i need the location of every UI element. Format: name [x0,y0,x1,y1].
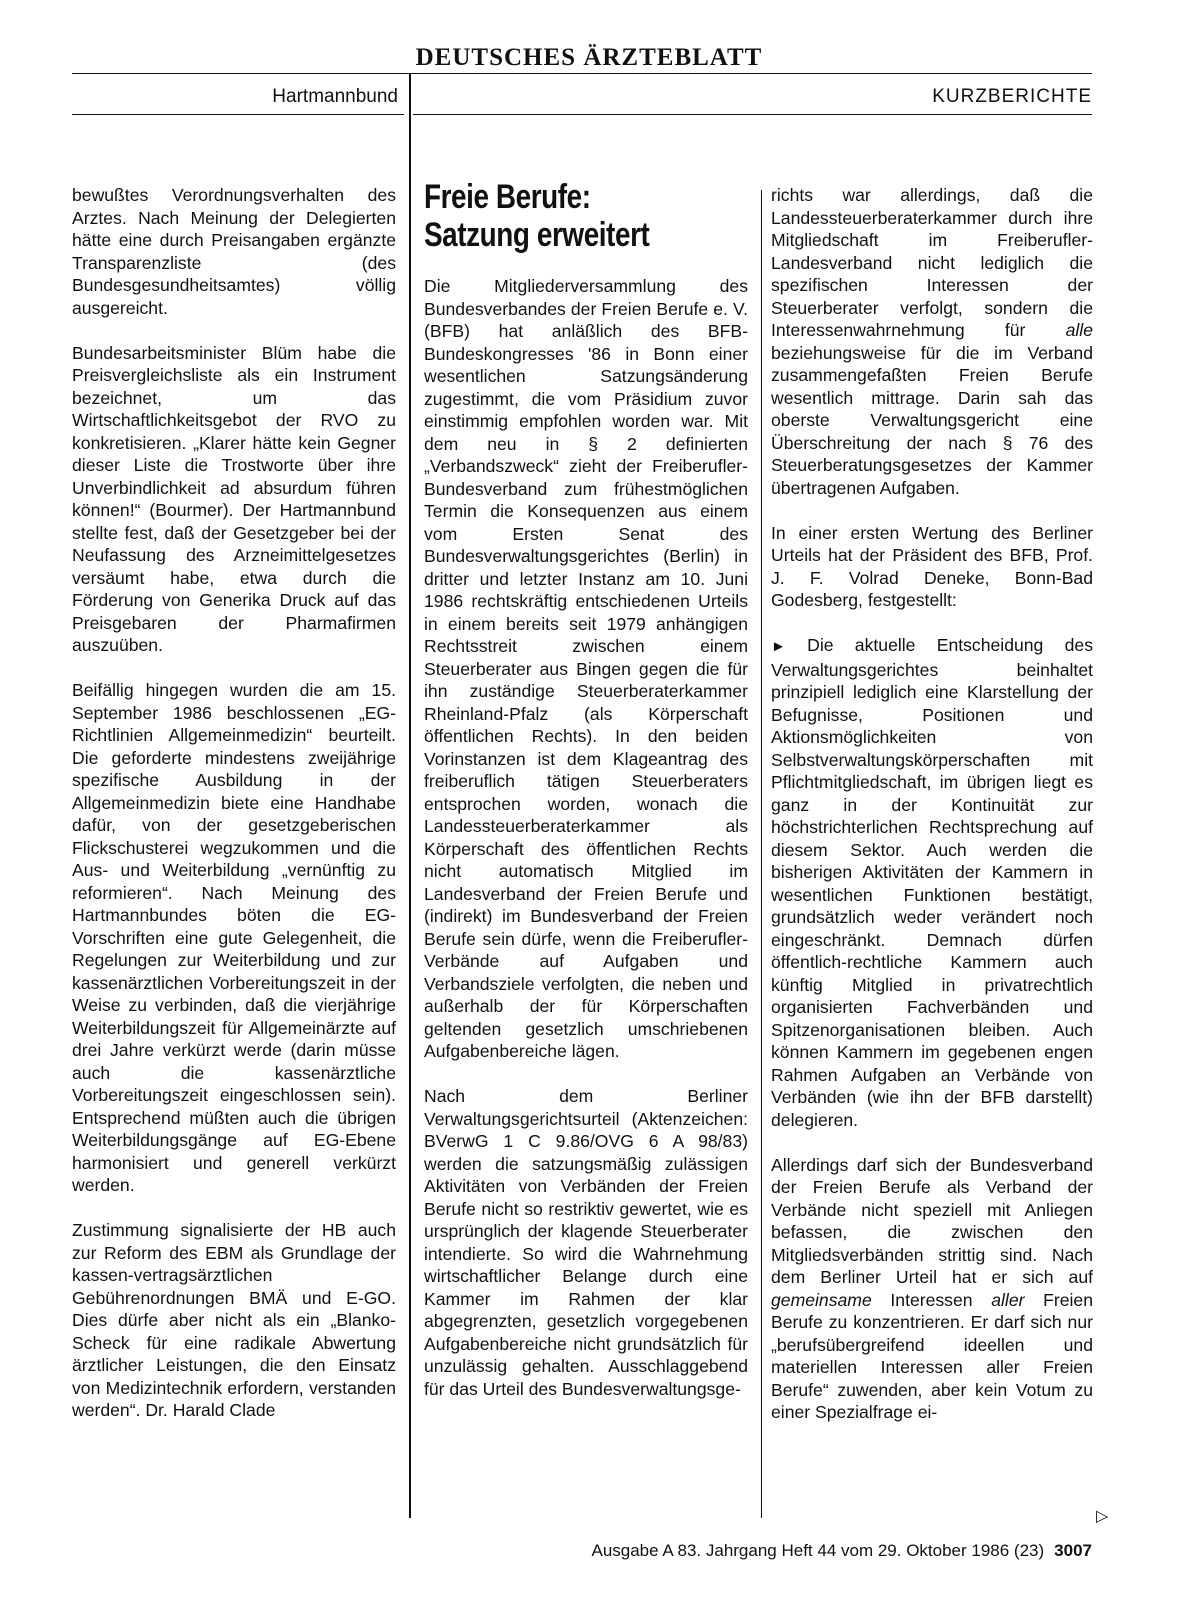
header-rule-right [413,114,1092,115]
text-run: Die aktuelle Entscheidung des Verwaltungsgerichtes beinhaltet prinzipiell lediglich eine Klarstellung der Befugnisse, Positionen und Aktionsmöglichkeiten von Selbstverwaltungskörperschaften mit Pflichtmitgliedschaft, im übrigen liegt es ganz in der Kontinuität zur höchstrichterlichen Rechtsprechung auf diesem Sektor. Auch werden die bisherigen Aktivitäten der Kammern in wesentlichen Funktionen bestätigt, grundsätzlich weder verändert noch eingeschränkt. Demnach dürfen öffentlich-rechtliche Kammern auch künftig Mitglied in privatrechtlich organisierten Fachverbänden und Spitzenorganisationen bleiben. Auch können Kammern im gegebenen engen Rahmen Aufgaben an Verbände von Verbänden (wie ihn der BFB darstellt) delegieren. [771,635,1093,1130]
text-run: Freien Berufe zu konzentrieren. Er darf sich nur „berufsübergreifend ideellen und materiellen Interessen aller Freien Berufe“ zuwenden, aber kein Votum zu einer Spezialfrage ei- [771,1289,1093,1422]
column-divider-thin [761,190,762,1518]
top-rule [72,73,1092,74]
page-number: 3007 [1054,1541,1092,1560]
left-paragraph-2: Bundesarbeitsminister Blüm habe die Preisvergleichsliste als ein Instrument bezeichnet, um das Wirtschaftlichkeitsgebot der RVO zu konkretisieren. „Klarer hätte kein Gegner dieser Liste die Trostworte über ihre Unverbindlichkeit ad absurdum führen können!“ (Bourmer). Der Hartmannbund stellte fest, daß der Gesetzgeber bei der Neufassung des Arzneimittelgesetzes versäumt habe, etwa durch die Förderung von Generika Druck auf das Preisgebaren der Pharmafirmen auszuüben. [72,342,396,655]
left-paragraph-3: Beifällig hingegen wurden die am 15. September 1986 beschlossenen „EG-Richtlinien Allgemeinmedizin“ beurteilt. Die geforderte mindestens zweijährige spezifische Ausbildung in der Allgemeinmedizin biete eine Handhabe dafür, von der gesetzgeberischen Flickschusterei wegzukommen und die Aus- und Weiterbildung „vernünftig zu reformieren“. Nach Meinung des Hartmannbundes böten die EG-Vorschriften eine gute Gelegenheit, die Regelungen zur Weiterbildung und zur kassenärztlichen Vorbereitungszeit in der Weise zu verbinden, daß die vierjährige Weiterbildungszeit für Allgemeinärzte auf drei Jahre verkürzt werde (darin müsse auch die kassenärztliche Vorbereitungszeit eingeschlossen sein). Entsprechend müßten auch die übrigen Weiterbildungsgänge auf EG-Ebene harmonisiert und generell verkürzt werden. [72,680,396,1195]
text-run: Allerdings darf sich der Bundesverband der Freien Berufe als Verband der Verbände nicht speziell mit Anliegen befassen, die zwischen den Mitgliedsverbänden strittig sind. Nach dem Berliner Urteil hat er sich auf [771,1154,1093,1287]
middle-paragraph-2: Nach dem Berliner Verwaltungsgerichtsurteil (Aktenzeichen: BVerwG 1 C 9.86/OVG 6 A 98/83) werden die satzungsmäßig zulässigen Aktivitäten von Verbänden der Freien Berufe nicht so restriktiv gewertet, wie es ursprünglich der klagende Steuerberater intendierte. So wird die Wahrnehmung wirtschaftlicher Belange durch eine Kammer im Rahmen der klar abgegrenzten, gesetzlich vorgegebenen Aufgabenbereiche nicht grundsätzlich für unzulässig gehalten. Ausschlaggebend für das Urteil des Bundesverwaltungsge- [424,1086,748,1399]
column-divider-bold [409,73,411,1518]
right-paragraph-2: In einer ersten Wertung des Berliner Urteils hat der Präsident des BFB, Prof. J. F. Volrad Deneke, Bonn-Bad Godesberg, festgestellt: [771,522,1093,610]
emphasis-alle: alle [1065,320,1093,340]
right-paragraph-1 [771,184,1093,499]
section-label-right: KURZBERICHTE [932,86,1092,107]
masthead-title: DEUTSCHES ÄRZTEBLATT [415,44,763,71]
left-article-column [72,184,396,1444]
left-paragraph-4: Zustimmung signalisierte der HB auch zur Reform des EBM als Grundlage der kassen-vertragsärztlichen Gebührenordnungen BMÄ und E-GO. Dies dürfe aber nicht als ein „Blanko-Scheck für eine radikale Abwertung ärztlicher Leistungen, die den Einsatz von Medizintechnik erfordern, verstanden werden“. Dr. Harald Clade [72,1220,396,1420]
headline-line-1: Freie Berufe: [424,178,591,216]
right-paragraph-3 [771,634,1093,1131]
header-rule-left [72,114,404,115]
text-run: richts war allerdings, daß die Landessteuerberaterkammer durch ihre Mitgliedschaft im Freiberufler-Landesverband nicht lediglich die spezifischen Interessen der Steuerberater verfolgt, sondern die Interessenwahrnehmung für [771,185,1093,340]
headline-line-2: Satzung erweitert [424,216,650,254]
right-article-column [771,184,1093,1446]
right-paragraph-4 [771,1154,1093,1424]
section-label-left: Hartmannbund [272,86,398,107]
emphasis-aller: aller [991,1289,1025,1310]
page-footer [400,1541,1092,1561]
middle-article-column [424,275,748,1423]
text-run: beziehungsweise für die im Verband zusammengefaßten Freien Berufe wesentlich mittrage. Darin sah das oberste Verwaltungsgericht eine Überschreitung der nach § 76 des Steuerberatungsgesetzes der Kammer übertragenen Aufgaben. [771,342,1093,498]
bullet-arrow-icon: ► [771,638,786,655]
edition-info: Ausgabe A 83. Jahrgang Heft 44 vom 29. Oktober 1986 (23) [591,1541,1045,1560]
middle-paragraph-1: Die Mitgliederversammlung des Bundesverbandes der Freien Berufe e. V. (BFB) hat anläßlich des BFB-Bundeskongresses '86 in Bonn einer wesentlichen Satzungsänderung zugestimmt, die vom Präsidium zuvor einstimmig empfohlen worden war. Mit dem neu in § 2 definierten „Verbandszweck“ zieht der Freiberufler-Bundesverband zum frühestmöglichen Termin die Konsequenzen aus einem vom Ersten Senat des Bundesverwaltungsgerichtes (Berlin) in dritter und letzter Instanz am 10. Juni 1986 rechtskräftig entschiedenen Urteils in einem bereits seit 1979 anhängigen Rechtsstreit zwischen einem Steuerberater aus Bingen gegen die für ihn zuständige Steuerberaterkammer Rheinland-Pfalz (als Körperschaft öffentlichen Rechts). In den beiden Vorinstanzen ist dem Klageantrag des freiberuflich tätigen Steuerberaters entsprochen worden, wonach die Landessteuerberaterkammer als Körperschaft des öffentlichen Rechts nicht automatisch Mitglied im Landesverband der Freien Berufe und (indirekt) im Bundesverband der Freien Berufe sein dürfe, wenn die Freiberufler-Verbände auf Aufgaben und Verbandsziele verfolgten, die neben und außerhalb der für Körperschaften geltenden gesetzlich umschriebenen Aufgabenbereiche lägen. [424,276,748,1061]
left-paragraph-1: bewußtes Verordnungsverhalten des Arztes. Nach Meinung der Delegierten hätte eine durch Preisangaben ergänzte Transparenzliste (des Bundesgesundheitsamtes) völlig ausgereicht. [72,185,396,318]
emphasis-gemeinsame: gemeinsame [771,1289,872,1310]
text-run: Interessen [871,1289,992,1310]
article-headline [424,178,695,254]
continue-arrow-icon: ▷ [1096,1508,1109,1525]
